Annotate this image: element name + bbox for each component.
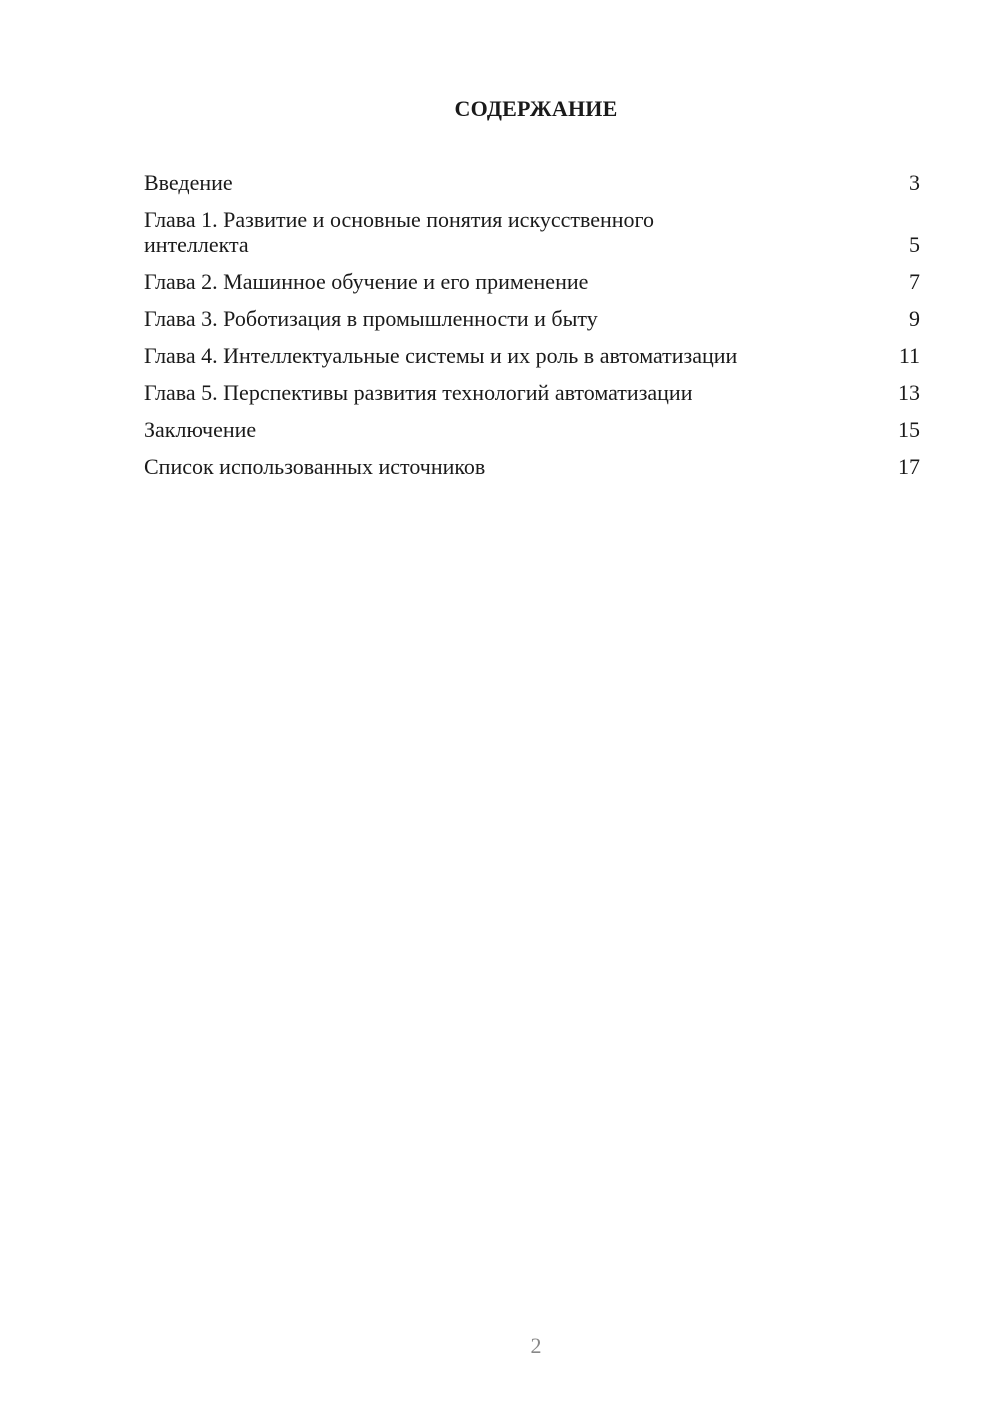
toc-entry-chapter-1 bbox=[144, 207, 920, 257]
toc-entry-title: Глава 1. Развитие и основные понятия искусственного интеллекта bbox=[144, 207, 655, 257]
toc-entry-chapter-3 bbox=[144, 306, 920, 331]
toc-entry-page: 15 bbox=[898, 417, 920, 442]
toc-entry-page: 7 bbox=[909, 269, 920, 294]
page-number: 2 bbox=[530, 1333, 542, 1358]
toc-entry-page: 9 bbox=[909, 306, 920, 331]
toc-entry-chapter-5 bbox=[144, 380, 920, 405]
toc-entry-introduction bbox=[144, 170, 920, 195]
toc-entry-conclusion bbox=[144, 417, 920, 442]
toc-entry-title: Глава 2. Машинное обучение и его применение bbox=[144, 269, 589, 294]
toc-entry-chapter-4 bbox=[144, 343, 920, 368]
toc-heading: СОДЕРЖАНИЕ bbox=[454, 96, 618, 121]
toc-entry-page: 13 bbox=[898, 380, 920, 405]
toc-entry-page: 17 bbox=[898, 454, 920, 479]
toc-entry-title: Глава 4. Интеллектуальные системы и их роль в автоматизации bbox=[144, 343, 738, 368]
toc-entry-page: 11 bbox=[898, 343, 920, 368]
toc-entry-references bbox=[144, 454, 920, 479]
toc-entry-title: Глава 5. Перспективы развития технологий автоматизации bbox=[144, 380, 693, 405]
toc-entry-title: Список использованных источников bbox=[144, 454, 486, 479]
toc-entry-title: Введение bbox=[144, 170, 233, 195]
table-of-contents bbox=[144, 170, 920, 491]
toc-entry-title: Глава 3. Роботизация в промышленности и быту bbox=[144, 306, 598, 331]
toc-entry-title: Заключение bbox=[144, 417, 257, 442]
toc-entry-page: 5 bbox=[909, 232, 920, 257]
toc-entry-chapter-2 bbox=[144, 269, 920, 294]
toc-entry-page: 3 bbox=[909, 170, 920, 195]
